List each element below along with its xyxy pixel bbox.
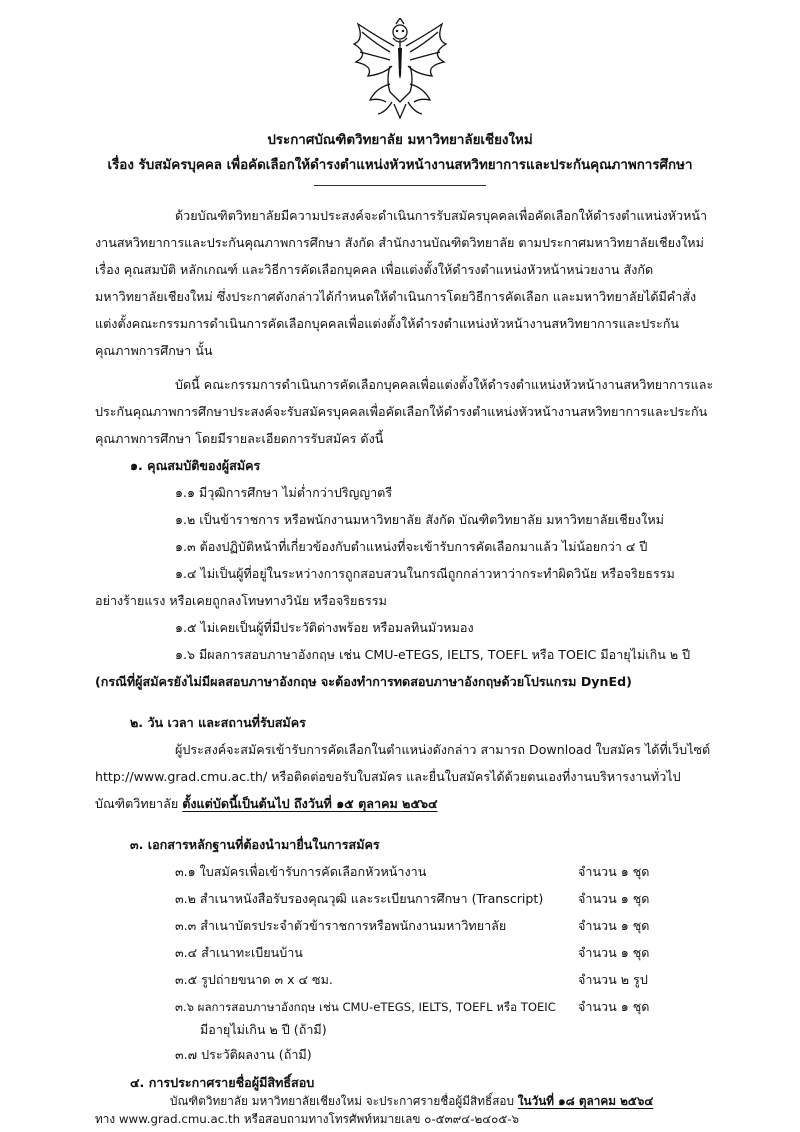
document-subject: เรื่อง รับสมัครบุคคล เพื่อคัดเลือกให้ดำรงตำแหน่งหัวหน้างานสหวิทยาการและประกันคุณภาพการศึกษา (107, 158, 693, 173)
intro-line: งานสหวิทยาการและประกันคุณภาพการศึกษา สังกัด สำนักงานบัณฑิตวิทยาลัย ตามประกาศมหาวิทยาลัยเชียงใหม่ (95, 235, 704, 250)
application-line: ผู้ประสงค์จะสมัครเข้ารับการคัดเลือกในตำแหน่งดังกล่าว สามารถ Download ใบสมัคร ได้ที่เว็บไซต์ (175, 742, 711, 757)
qualification-item: ๑.๑ มีวุฒิการศึกษา ไม่ต่ำกว่าปริญญาตรี (175, 485, 393, 500)
intro-line: ด้วยบัณฑิตวิทยาลัยมีความประสงค์จะดำเนินการรับสมัครบุคคลเพื่อคัดเลือกให้ดำรงตำแหน่งหัวหน้า (175, 208, 708, 223)
title-divider (314, 185, 486, 186)
section3-heading: ๓. เอกสารหลักฐานที่ต้องนำมายื่นในการสมัคร (130, 837, 380, 852)
section2-heading: ๒. วัน เวลา และสถานที่รับสมัคร (130, 715, 306, 730)
intro-line: มหาวิทยาลัยเชียงใหม่ ซึ่งประกาศดังกล่าวได้กำหนดให้ดำเนินการโดยวิธีการคัดเลือก และมหาวิทยาลัยได้มีคำสั่ง (95, 289, 697, 304)
document-item-qty: จำนวน ๑ ชุด (578, 945, 650, 960)
qualification-item: ๑.๓ ต้องปฏิบัติหน้าที่เกี่ยวข้องกับตำแหน่งที่จะเข้ารับการคัดเลือกมาแล้ว ไม่น้อยกว่า ๔ ปี (175, 539, 648, 554)
document-item-label: ๓.๑ ใบสมัครเพื่อเข้ารับการคัดเลือกหัวหน้างาน (175, 864, 427, 879)
document-item-qty: จำนวน ๑ ชุด (578, 999, 650, 1014)
application-line: http://www.grad.cmu.ac.th/ หรือติดต่อขอรับใบสมัคร และยื่นใบสมัครได้ด้วยตนเองที่งานบริหารงานทั่วไป (95, 769, 681, 784)
document-item-label: ๓.๖ ผลการสอบภาษาอังกฤษ เช่น CMU-eTEGS, IELTS, TOEFL หรือ TOEIC (175, 1000, 556, 1014)
document-item-label: ๓.๓ สำเนาบัตรประจำตัวข้าราชการหรือพนักงานมหาวิทยาลัย (175, 918, 507, 933)
intro-line: เรื่อง คุณสมบัติ หลักเกณฑ์ และวิธีการคัดเลือกบุคคล เพื่อแต่งตั้งให้ดำรงตำแหน่งหัวหน้าหน่วยงาน สังกัด (95, 262, 654, 277)
para2-line: บัดนี้ คณะกรรมการดำเนินการคัดเลือกบุคคลเพื่อแต่งตั้งให้ดำรงตำแหน่งหัวหน้างานสหวิทยาการและ (175, 377, 714, 392)
para2-line: คุณภาพการศึกษา โดยมีรายละเอียดการรับสมัคร ดังนี้ (95, 431, 384, 446)
qualification-item: ๑.๖ มีผลการสอบภาษาอังกฤษ เช่น CMU-eTEGS, IELTS, TOEFL หรือ TOEIC มีอายุไม่เกิน ๒ ปี (175, 647, 691, 662)
document-item-label: ๓.๕ รูปถ่ายขนาด ๓ x ๔ ซม. (175, 972, 333, 987)
garuda-emblem-icon (346, 18, 454, 120)
announcement-prefix: บัณฑิตวิทยาลัย มหาวิทยาลัยเชียงใหม่ จะประกาศรายชื่อผู้มีสิทธิ์สอบ (170, 1094, 518, 1108)
document-item-label: ๓.๔ สำเนาทะเบียนบ้าน (175, 945, 303, 960)
qualification-item: ๑.๔ ไม่เป็นผู้ที่อยู่ในระหว่างการถูกสอบสวนในกรณีถูกกล่าวหาว่ากระทำผิดวินัย หรือจริยธรรม (175, 566, 675, 581)
section4-heading: ๔. การประกาศรายชื่อผู้มีสิทธิ์สอบ (130, 1075, 315, 1090)
intro-line: คุณภาพการศึกษา นั้น (95, 343, 213, 358)
document-item-qty: จำนวน ๑ ชุด (578, 864, 650, 879)
section1-heading: ๑. คุณสมบัติของผู้สมัคร (130, 458, 261, 473)
english-test-note: (กรณีที่ผู้สมัครยังไม่มีผลสอบภาษาอังกฤษ จะต้องทำการทดสอบภาษาอังกฤษด้วยโปรแกรม DynEd) (95, 674, 632, 689)
qualification-item: ๑.๕ ไม่เคยเป็นผู้ที่มีประวัติด่างพร้อย หรือมลทินมัวหมอง (175, 620, 474, 635)
intro-line: แต่งตั้งคณะกรรมการดำเนินการคัดเลือกบุคคลเพื่อแต่งตั้งให้ดำรงตำแหน่งหัวหน้างานสหวิทยาการและประกัน (95, 316, 679, 331)
contact-line: ทาง www.grad.cmu.ac.th หรือสอบถามทางโทรศัพท์หมายเลข ๐-๕๓๙๔-๒๔๐๕-๖ (95, 1112, 520, 1126)
document-item-qty: จำนวน ๒ รูป (578, 972, 648, 987)
document-item-qty: จำนวน ๑ ชุด (578, 891, 650, 906)
document-item-label: ๓.๒ สำเนาหนังสือรับรองคุณวุฒิ และระเบียนการศึกษา (Transcript) (175, 891, 544, 906)
document-title: ประกาศบัณฑิตวิทยาลัย มหาวิทยาลัยเชียงใหม่ (267, 133, 533, 148)
document-item-qty: จำนวน ๑ ชุด (578, 918, 650, 933)
application-deadline-line (95, 793, 438, 815)
qualification-item: ๑.๒ เป็นข้าราชการ หรือพนักงานมหาวิทยาลัย สังกัด บัณฑิตวิทยาลัย มหาวิทยาลัยเชียงใหม่ (175, 512, 664, 527)
para2-line: ประกันคุณภาพการศึกษาประสงค์จะรับสมัครบุคคลเพื่อคัดเลือกให้ดำรงตำแหน่งหัวหน้างานสหวิทยาการและประกัน (95, 404, 708, 419)
deadline-prefix: บัณฑิตวิทยาลัย (95, 796, 183, 811)
qualification-item-cont: อย่างร้ายแรง หรือเคยถูกลงโทษทางวินัย หรือจริยธรรม (95, 593, 387, 608)
document-item-label: ๓.๗ ประวัติผลงาน (ถ้ามี) (175, 1047, 312, 1062)
document-item-cont: มีอายุไม่เกิน ๒ ปี (ถ้ามี) (200, 1022, 327, 1037)
announcement-date: ในวันที่ ๑๘ ตุลาคม ๒๕๖๔ (517, 1094, 654, 1108)
deadline-date: ตั้งแต่บัดนี้เป็นต้นไป ถึงวันที่ ๑๕ ตุลาคม ๒๕๖๔ (182, 796, 438, 811)
